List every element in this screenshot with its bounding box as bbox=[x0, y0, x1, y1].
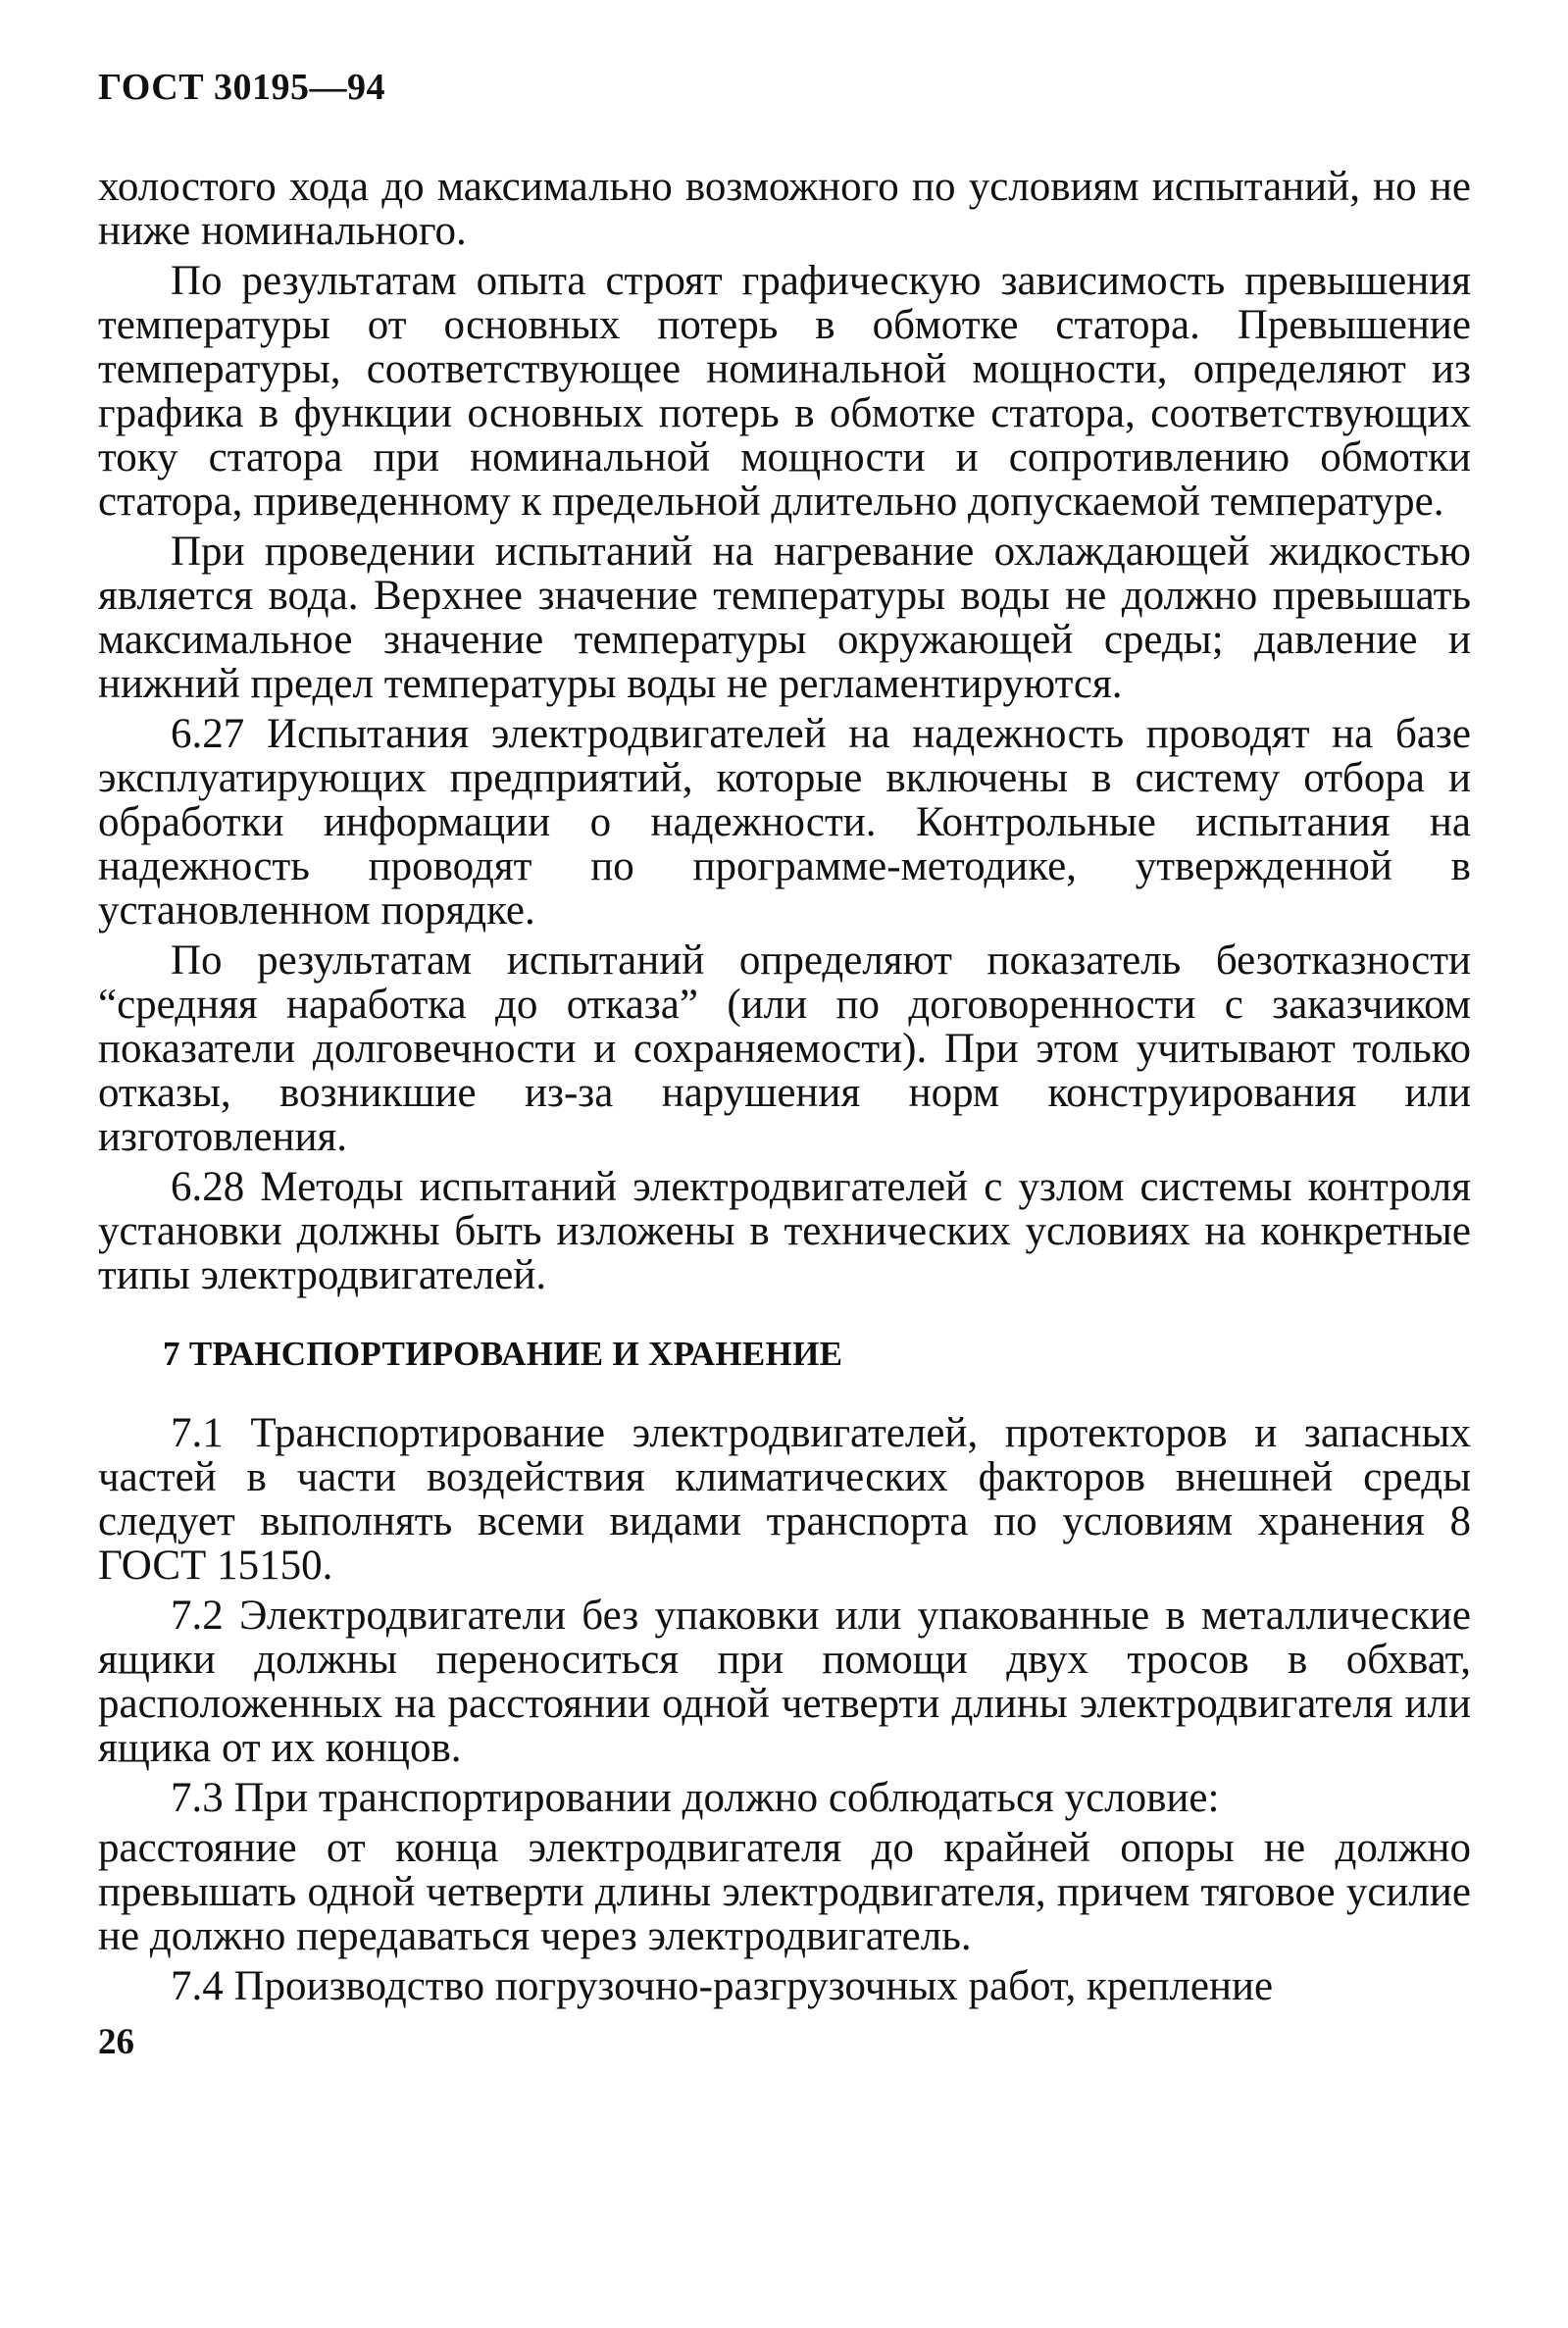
paragraph-reliability-results: По результатам испытаний определяют показатель безотказности “средняя наработка до отказа” (или по договоренности с заказчиком показатели долговечности и сохраняемости). При этом учитывают только отказы, возникшие из-за нарушения норм конструирования или изготовления. bbox=[98, 937, 1471, 1160]
paragraph-7-3: 7.3 При транспортировании должно соблюдаться условие: bbox=[171, 1775, 1220, 1821]
paragraph-6-27: 6.27 Испытания электродвигателей на надежность проводят на базе эксплуатирующих предприятий, которые включены в систему отбора и обработки информации о надежности. Контрольные испытания на надежность проводят по программе-методике, утвержденной в установленном порядке. bbox=[98, 711, 1471, 934]
page-number: 26 bbox=[98, 2022, 134, 2062]
paragraph-7-4: 7.4 Производство погрузочно-разгрузочных работ, крепление bbox=[171, 1963, 1274, 2009]
paragraph-cooling-liquid: При проведении испытаний на нагревание охлаждающей жидкостью является вода. Верхнее значение температуры воды не должно превышать максимальное значение температуры окружающей среды; давление и нижний предел температуры воды не регламентируются. bbox=[98, 529, 1471, 707]
paragraph-temperature-graph: По результатам опыта строят графическую зависимость превышения температуры от основных потерь в обмотке статора. Превышение температуры, соответствующее номинальной мощности, определяют из графика в функции основных потерь в обмотке статора, соответствующих току статора при номинальной мощности и сопротивлению обмотки статора, приведенному к предельной длительно допускаемой температуре. bbox=[98, 258, 1471, 525]
document-page bbox=[98, 69, 1471, 2014]
paragraph-6-28: 6.28 Методы испытаний электродвигателей с узлом системы контроля установки должны быть изложены в технических условиях на конкретные типы электродвигателей. bbox=[98, 1164, 1471, 1298]
paragraph-7-3-condition: расстояние от конца электродвигателя до крайней опоры не должно превышать одной четверти длины электродвигателя, причем тяговое усилие не должно передаваться через электродвигатель. bbox=[98, 1825, 1471, 1959]
paragraph-7-1: 7.1 Транспортирование электродвигателей, протекторов и запасных частей в части воздействия климатических факторов внешней среды следует выполнять всеми видами транспорта по условиям хранения 8 ГОСТ 15150. bbox=[98, 1410, 1471, 1589]
section-title: 7 ТРАНСПОРТИРОВАНИЕ И ХРАНЕНИЕ bbox=[163, 1335, 843, 1373]
paragraph-7-2: 7.2 Электродвигатели без упаковки или упакованные в металлические ящики должны переноситься при помощи двух тросов в обхват, расположенных на расстоянии одной четверти длины электродвигателя или ящика от их концов. bbox=[98, 1593, 1471, 1771]
document-body bbox=[98, 165, 1471, 2008]
document-header: ГОСТ 30195—94 bbox=[98, 67, 386, 108]
paragraph-continuation: холостого хода до максимально возможного по условиям испытаний, но не ниже номинального. bbox=[98, 164, 1471, 254]
